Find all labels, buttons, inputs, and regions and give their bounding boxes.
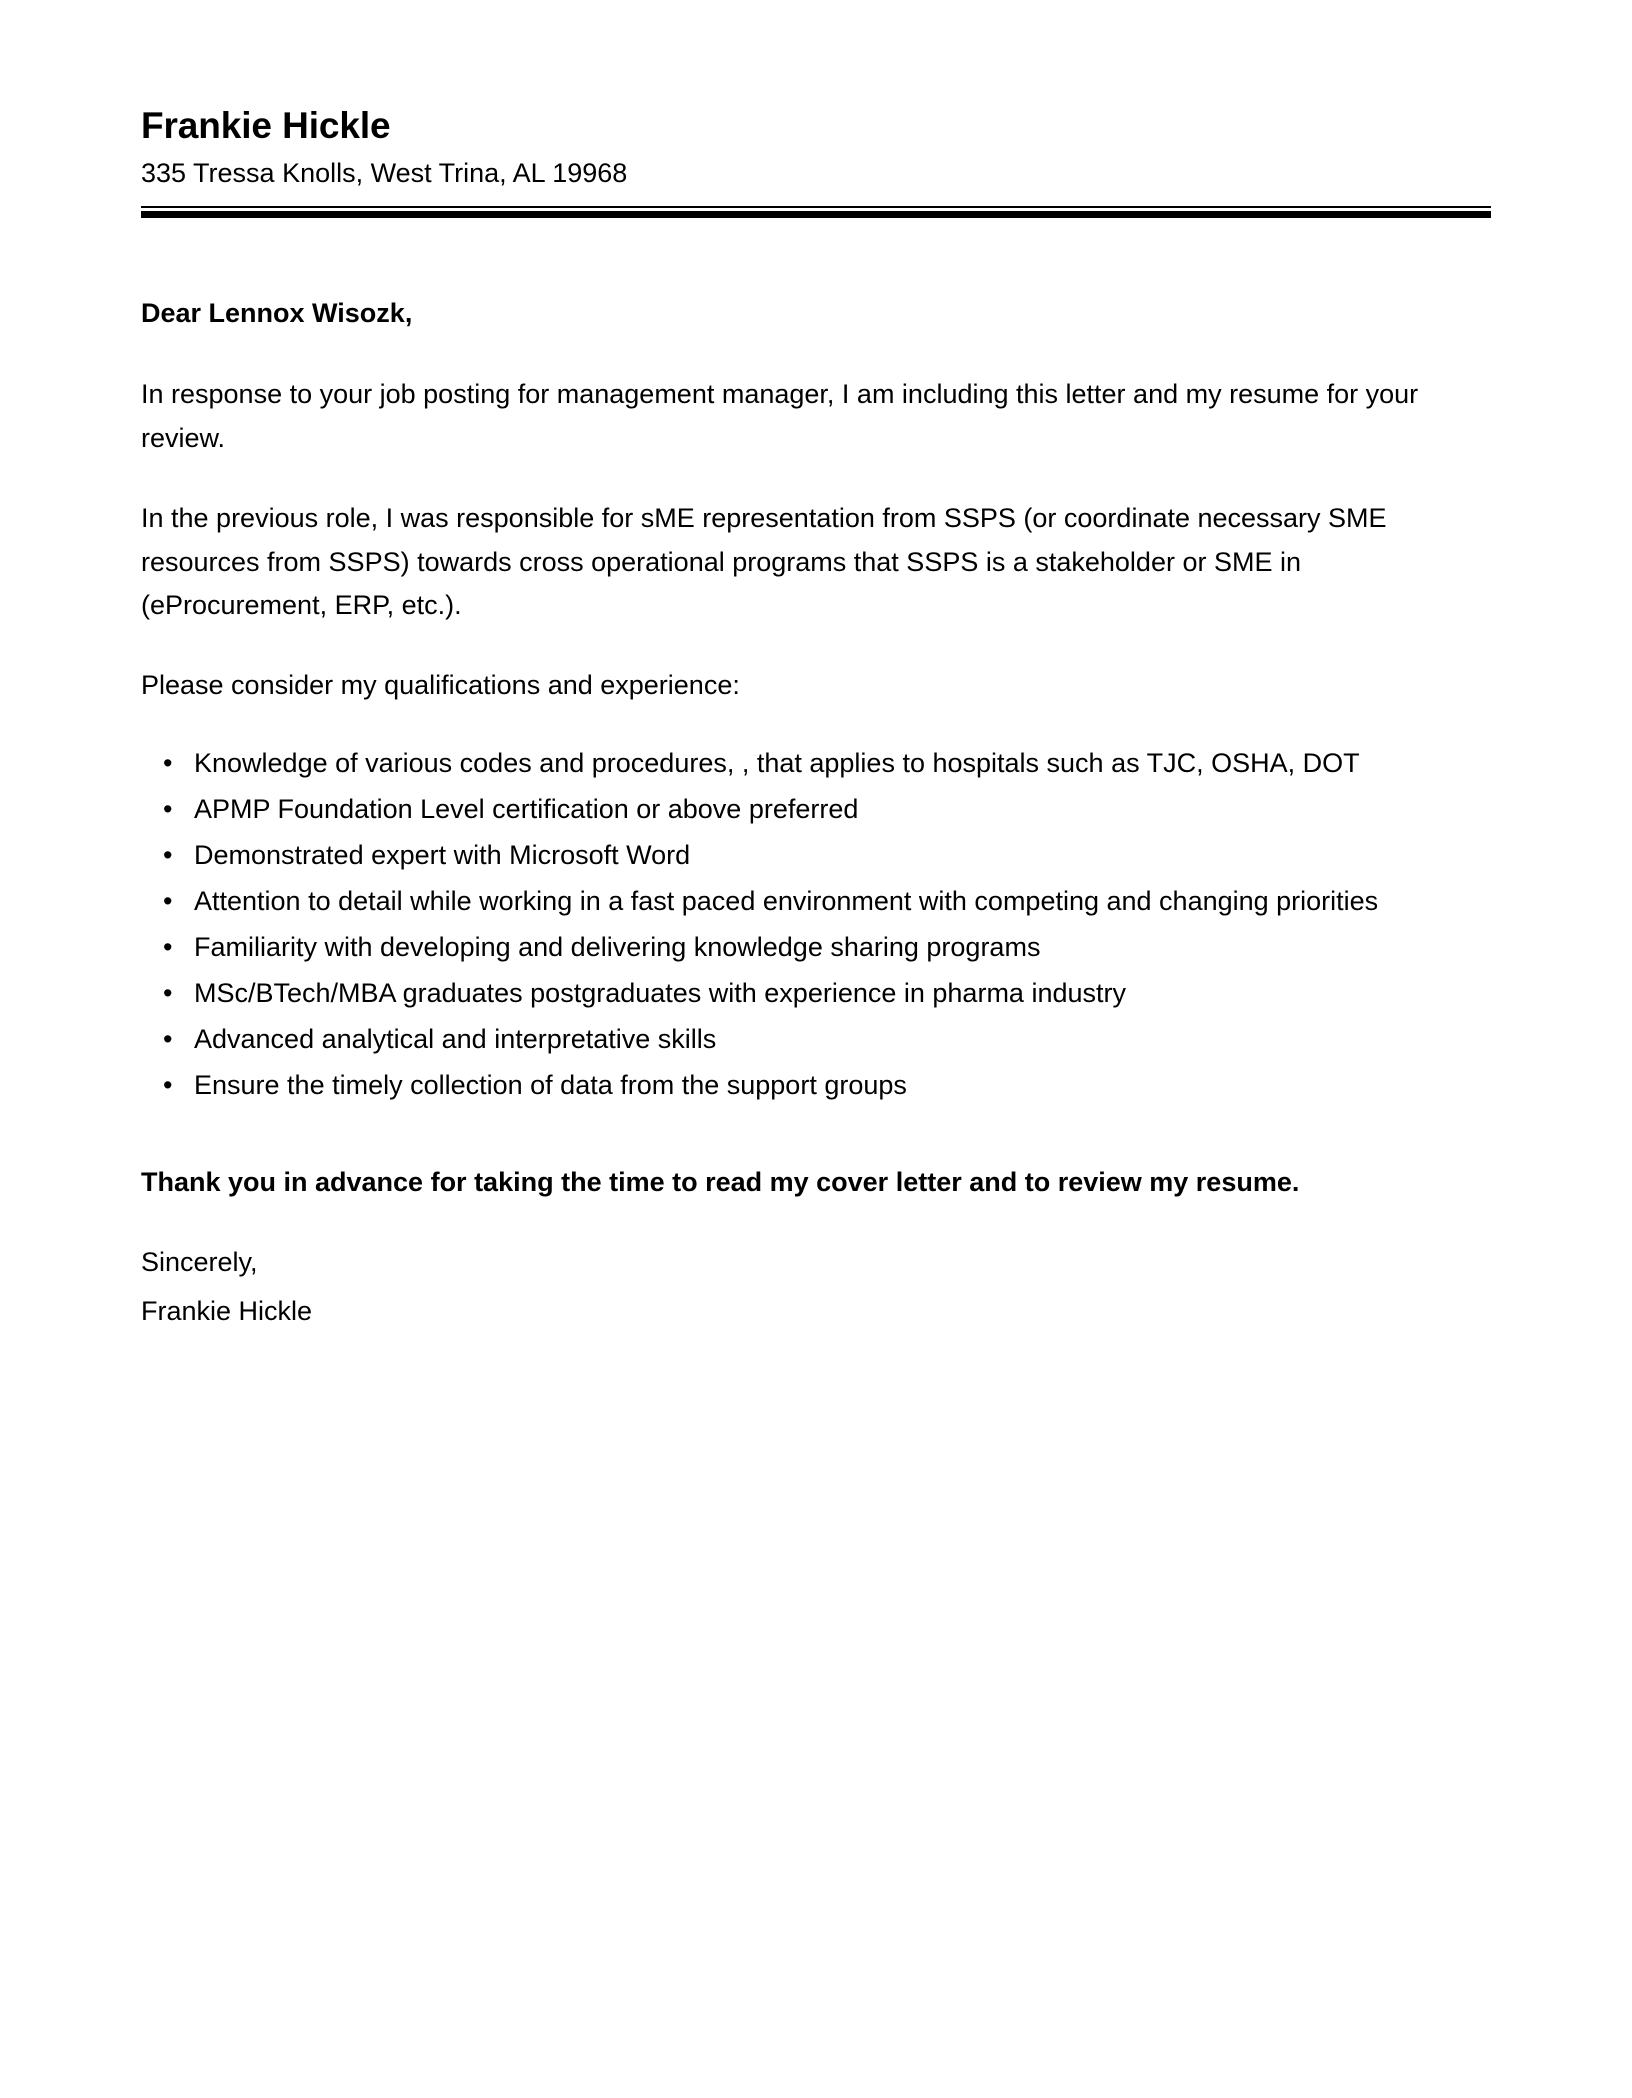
- list-item: [141, 836, 1491, 876]
- qualifications-list: [141, 744, 1491, 1106]
- letter-body: [141, 292, 1491, 1332]
- list-item-label: Demonstrated expert with Microsoft Word: [194, 839, 691, 870]
- list-item-label: APMP Foundation Level certification or above preferred: [194, 793, 859, 824]
- signature-block: [141, 1242, 1491, 1331]
- bullet-icon: •: [163, 793, 173, 824]
- divider-thick-line: [141, 211, 1491, 218]
- sender-name: Frankie Hickle: [141, 105, 391, 146]
- list-item: [141, 882, 1491, 922]
- list-item: [141, 1020, 1491, 1060]
- list-item: [141, 974, 1491, 1014]
- signoff-text: Sincerely,: [141, 1247, 258, 1278]
- bullet-icon: •: [163, 885, 173, 916]
- bullet-icon: •: [163, 1069, 173, 1100]
- list-item-label: Advanced analytical and interpretative skills: [194, 1023, 717, 1054]
- list-item: [141, 744, 1491, 784]
- list-item-label: MSc/BTech/MBA graduates postgraduates with experience in pharma industry: [194, 977, 1126, 1008]
- list-item-label: Attention to detail while working in a fast paced environment with competing and changing priorities: [194, 885, 1379, 916]
- list-item: [141, 790, 1491, 830]
- header-divider: [141, 206, 1491, 218]
- letter-content: [141, 0, 1491, 1331]
- bullet-icon: •: [163, 977, 173, 1008]
- list-item: [141, 928, 1491, 968]
- salutation: Dear Lennox Wisozk,: [141, 297, 413, 328]
- paragraph-previous-role: In the previous role, I was responsible for sME representation from SSPS (or coordinate necessary SME resources from SSPS) towards cross operational programs that SSPS is a stakeholder or SME in (eProcurement, ERP, etc.).: [141, 502, 1387, 621]
- list-item-label: Familiarity with developing and delivering knowledge sharing programs: [194, 931, 1041, 962]
- letterhead: [141, 0, 1491, 191]
- paragraph-qualifications-lead-in: Please consider my qualifications and experience:: [141, 670, 740, 701]
- bullet-icon: •: [163, 931, 173, 962]
- bullet-icon: •: [163, 1023, 173, 1054]
- list-item-label: Knowledge of various codes and procedures, , that applies to hospitals such as TJC, OSHA, DOT: [194, 747, 1360, 778]
- paragraph-intro: In response to your job posting for management manager, I am including this letter and my resume for your review.: [141, 379, 1419, 454]
- list-item: [141, 1066, 1491, 1106]
- list-item-label: Ensure the timely collection of data from the support groups: [194, 1069, 907, 1100]
- closing-thanks: Thank you in advance for taking the time to read my cover letter and to review my resume.: [141, 1166, 1300, 1197]
- sender-address: 335 Tressa Knolls, West Trina, AL 19968: [141, 157, 628, 188]
- signature-name: Frankie Hickle: [141, 1295, 313, 1326]
- bullet-icon: •: [163, 747, 173, 778]
- bullet-icon: •: [163, 839, 173, 870]
